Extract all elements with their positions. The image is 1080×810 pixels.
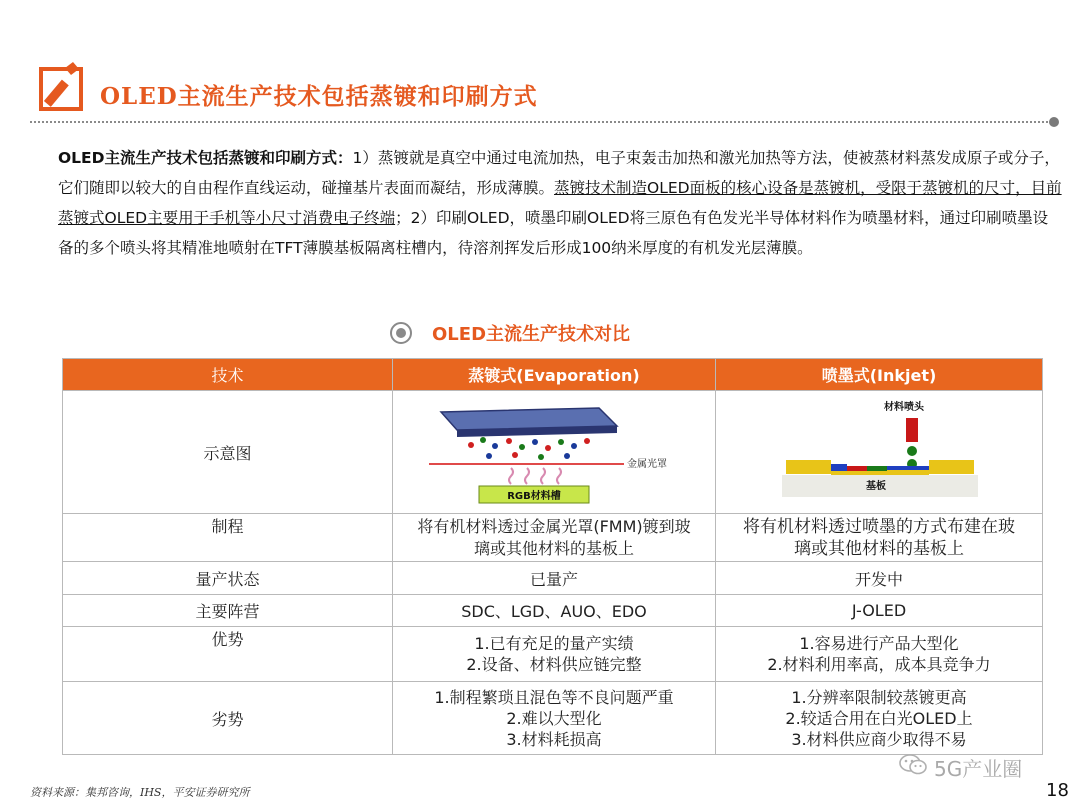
watermark (898, 752, 1022, 783)
evap-advantages-cell (393, 627, 716, 682)
evap-process-cell (393, 514, 716, 562)
inkjet-diagram (716, 391, 1043, 514)
table-row-advantages (63, 627, 1043, 682)
table-title-group (390, 318, 630, 348)
watermark-text: 5G产业圈 (934, 757, 1023, 781)
paragraph-underlined: 蒸镀技术制造OLED面板的核心设备是蒸镀机，受限于蒸镀机的尺寸，目前蒸镀式OLED主要用于手机等小尺寸消费电子终端 (58, 179, 1062, 227)
row-label-status: 量产状态 (63, 562, 393, 595)
title-divider (30, 121, 1052, 123)
inkjet-status: 开发中 (716, 562, 1043, 595)
intro-paragraph (58, 143, 1063, 263)
table-title: OLED主流生产技术对比 (432, 324, 631, 345)
row-label-process: 制程 (63, 514, 393, 562)
source-note: 资料来源：集邦咨询，IHS，平安证券研究所 (30, 786, 250, 799)
table-row-diagram (63, 391, 1043, 514)
inkjet-disadvantages-cell (716, 682, 1043, 755)
inkjet-head-label: 材料喷头 (884, 402, 924, 413)
table-row-status (63, 562, 1043, 595)
metal-mask-label: 金属光罩 (627, 458, 667, 470)
inkjet-disadvantage-item: 3.材料供应商少取得不易 (791, 729, 967, 749)
comparison-table (62, 358, 1043, 755)
evap-advantage-item: 2.设备、材料供应链完整 (466, 655, 642, 674)
table-row-process (63, 514, 1043, 562)
page-title: OLED主流生产技术包括蒸镀和印刷方式 (100, 83, 538, 110)
inkjet-advantages-cell (716, 627, 1043, 682)
radio-bullet-icon (390, 322, 412, 344)
inkjet-disadvantage-item: 1.分辨率限制较蒸镀更高 (791, 687, 967, 707)
table-row-disadvantages (63, 682, 1043, 755)
paragraph-part2: ；2）印刷OLED，喷墨印刷OLED将三原色有色发光半导体材料作为喷墨材料，通过印刷喷墨设备的多个喷头将其精准地喷射在TFT薄膜基板隔离柱槽内，待溶剂挥发后形成100纳米厚度的有机发光层薄膜。 (58, 209, 1049, 257)
evap-process-line: 璃或其他材料的基板上 (473, 538, 634, 558)
evap-disadvantages-cell (393, 682, 716, 755)
inkjet-substrate-label: 基板 (866, 481, 886, 492)
wechat-icon (898, 752, 928, 783)
header-tech: 技术 (63, 359, 393, 391)
inkjet-process-line: 璃或其他材料的基板上 (794, 538, 964, 559)
row-label-camp: 主要阵营 (63, 595, 393, 627)
row-label-diagram: 示意图 (63, 391, 393, 514)
page-number: 18 (1046, 780, 1069, 801)
paragraph-part1: 1）蒸镀就是真空中通过电流加热，电子束轰击加热和激光加热等方法，使被蒸材料蒸发成原子或分子，它们随即以较大的自由程作直线运动，碰撞基片表面而凝结，形成薄膜。 (58, 149, 1060, 197)
evap-process-line: 将有机材料透过金属光罩(FMM)镀到玻 (417, 516, 691, 536)
evap-camp: SDC、LGD、AUO、EDO (393, 595, 716, 627)
table-header-row (63, 359, 1043, 391)
evap-advantage-item: 1.已有充足的量产实绩 (474, 634, 634, 653)
paragraph-lead: OLED主流生产技术包括蒸镀和印刷方式： (58, 149, 353, 167)
rgb-source-label: RGB材料槽 (507, 490, 561, 502)
edit-logo-icon (38, 62, 88, 112)
evap-disadvantage-item: 3.材料耗损高 (506, 729, 602, 749)
evap-status: 已量产 (393, 562, 716, 595)
row-label-disadvantages: 劣势 (63, 682, 393, 755)
evap-disadvantage-item: 1.制程繁琐且混色等不良问题严重 (434, 687, 674, 707)
inkjet-process-cell (716, 514, 1043, 562)
divider-end-dot (1049, 117, 1059, 127)
header-inkjet: 喷墨式(Inkjet) (716, 359, 1043, 391)
inkjet-disadvantage-item: 2.较适合用在白光OLED上 (785, 708, 973, 728)
inkjet-camp: J-OLED (716, 595, 1043, 627)
inkjet-process-line: 将有机材料透过喷墨的方式布建在玻 (743, 516, 1015, 537)
evaporation-diagram (393, 391, 716, 514)
header-evaporation: 蒸镀式(Evaporation) (393, 359, 716, 391)
evap-disadvantage-item: 2.难以大型化 (506, 708, 602, 728)
evaporation-particles (468, 437, 590, 460)
row-label-advantages: 优势 (63, 627, 393, 682)
inkjet-advantage-item: 2.材料利用率高，成本具竞争力 (767, 655, 991, 674)
inkjet-advantage-item: 1.容易进行产品大型化 (799, 634, 959, 653)
table-row-camp (63, 595, 1043, 627)
